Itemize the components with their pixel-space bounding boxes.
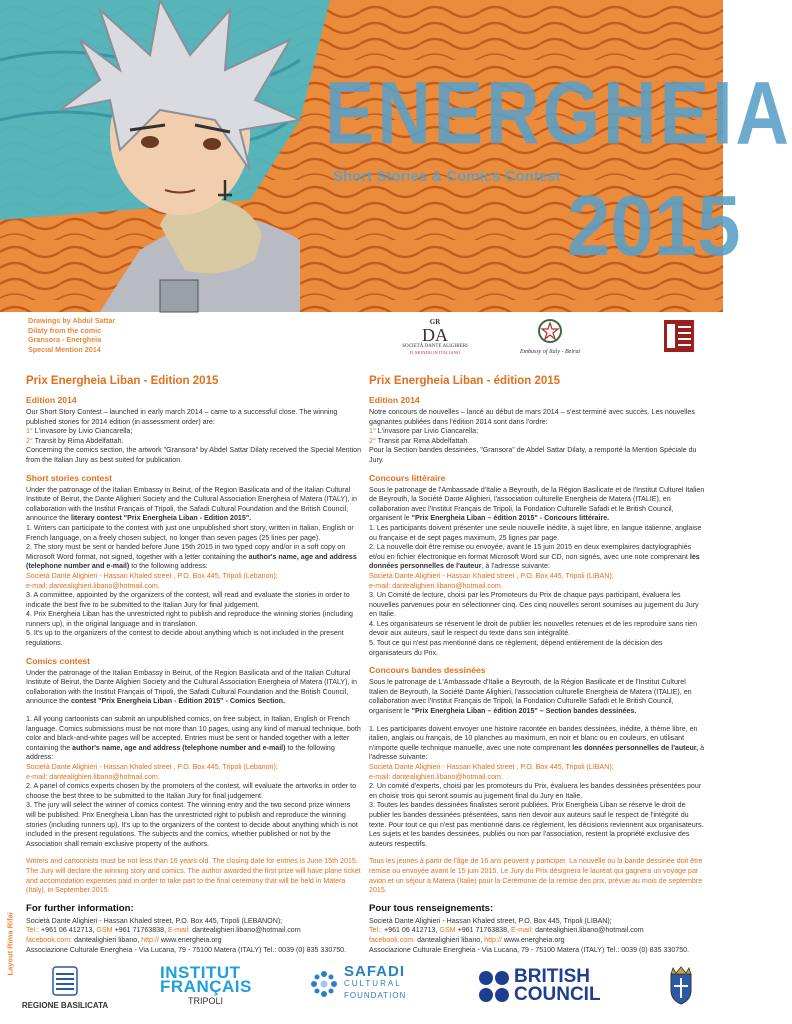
rule-3: 3. Un Comité de lecture, choisi par les Promoteurs du Prix de chaque pays participant, évaluera les nouvelles parvenues pour en sélectionner cinq. Ces cinq nouvelles seront soumises au jugement du Jury en Italie. [369,591,699,619]
gsm-value: +961 71763838, [455,926,512,935]
literary-intro [369,486,705,524]
web-label: http:// [484,935,502,944]
intro-text: Sous le patronage de l'Ambassade d'Italie a Beyrouth, de la Région Basilicate et de l'Institut Culturel Italien de Beyrouth, la Société Dante Alighieri, l'association culturelle Energheia de Matera (ITALIE), en collaboration avec l'Institut Français de Tripoli, la Fondation Culturelle Safadi et le British Council, organisent le [369,485,705,523]
intro-text: Under the patronage of the Italian Embassy in Beirut, of the Region Basilicata and of the Italian Cultural Institute of Beirut, the Dante Alighieri Society and the Cultural Association Energheia of Matera (ITALY), in collaboration with the Institut Français of Tripoli, the Safadi Cultural Foundation and the British Council, announce the [26,668,357,706]
basilicata-crest-icon [52,966,78,996]
rule-text: , à l'adresse suivante: [481,562,550,571]
email-line: e-mail: dantealighieri.libano@hotmail.com. [26,581,160,590]
hero-banner [0,0,792,312]
caption-line: Dilaty from the comic [28,325,102,335]
short-stories-intro [26,486,362,524]
hero-title: ENERGHEIA [325,63,792,163]
email-line: e-mail: dantealighieri.libano@hotmail.com. [369,581,503,590]
comics-intro [369,678,705,716]
intro-bold: contest "Prix Energheia Liban - Edition 2015" - Comics Section. [69,697,286,706]
winner-text: Transit par Rima Abdelfattah. [375,436,470,445]
dante-logo-top: GR [429,318,441,326]
intro-bold: "Prix Energheia Liban – édition 2015" - Concours littéraire. [411,514,610,523]
facebook-value[interactable]: dantealighieri libano, [415,935,485,944]
winner-2 [26,437,362,447]
layout-credit-text: Layout Rima Rifai [5,912,15,976]
institut-francais-logo [160,963,260,1008]
regione-basilicata-logo [20,966,110,1010]
comics-rule-2: 2. Un comité d'experts, choisi par les promoteurs du Prix, évaluera les bandes dessinées présentées pour en choisir trois qui seront soumis au jugement final du Jury en Italie. [369,782,702,800]
italian-republic-emblem-icon [537,318,563,344]
rule-text: 1. Les participants doivent envoyer une histoire racontée en bandes dessinées, inédite, à thème libre, en italien, anglais ou français, de 10 planches au maximum, en noir et blanc ou en couleurs, en utilisant n'importe quelle technique manuelle, avec une note comprenant [369,724,698,752]
caption-line: Special Mention 2014 [28,344,101,354]
gsm-label: GSM [439,926,456,935]
rule-1: 1. Les participants doivent présenter une seule nouvelle inédite, à sujet libre, en langue italienne, anglaise ou française et de sept pages maximum, 25 lignes par page. [369,523,702,542]
rule-bold: les données personnelles de l'auteur [369,552,700,571]
british-line-1: BRITISH [514,966,590,987]
edition-comics: Concerning the comics section, the artwork "Gransora" by Abdel Sattar Dilaty received the Special Mention from the Italian Jury as best suited for publication. [26,446,362,464]
red-cultural-logo-icon [664,320,694,352]
winner-2 [369,437,705,447]
safadi-line-3: FOUNDATION [344,991,407,1000]
address-line: Società Dante Alighieri - Hassan Khaled street , P.O. Box 445, Tripoli (Lebanon); [26,763,278,771]
gsm-label: GSM [96,926,113,935]
rule-4: 4. Prix Energheia Liban has the unrestricted right to publish and reproduce the winning stories (including runners up), in the original language and in translation. [26,610,353,628]
facebook-value[interactable]: dantealighieri libano, [72,935,142,944]
email-label: E-mail: [511,926,534,935]
address-line: Società Dante Alighieri - Hassan Khaled street , P.O. Box 445, Tripoli (Lebanon); [26,571,278,580]
rule-bold: les données personnelles de l'auteur, [572,743,699,752]
french-column [369,374,705,955]
winner-rank: 2° [369,436,376,445]
tel-label: Tel.: [26,926,40,935]
tel-value: +961 06 412713, [382,926,440,935]
tel-value: +961 06 412713, [39,926,97,935]
hero-year: 2015 [567,177,741,274]
email-line: e-mail: dantealighieri.libano@hotmail.com. [369,772,503,781]
dante-logo-motto: IL MONDO IN ITALIANO [409,350,461,355]
comics-intro [26,669,362,707]
winner-rank: 1° [369,427,376,436]
winner-rank: 2° [26,436,33,445]
contact-web [26,936,362,946]
comics-contest-title: Concours bandes dessinées [369,665,486,676]
dante-logo-name: SOCIETÀ DANTE ALIGHIERI [402,344,468,349]
facebook-label: facebook.com: [26,935,73,944]
email-value[interactable]: dantealighieri.libano@hotmail.com [533,926,644,935]
rule-5: 5. Tout ce qui n'est pas mentionné dans ce règlement, dépend entièrement de la décision des organisateurs du Prix. [369,639,663,657]
contact-address: Società Dante Alighieri - Hassan Khaled street, P.O. Box 445, Tripoli (LIBAN); [369,916,612,925]
safadi-flower-icon [308,968,340,1000]
rule-bold: author's name, age and address (telephone number and e-mail) [26,552,357,571]
winner-text: L'invasore par Livio Ciancarella; [375,427,479,436]
institut-line-3: TRIPOLI [188,996,224,1006]
website-link[interactable]: www.energheia.org [501,935,565,944]
hero-subtitle: Short Stories & Comics Contest [333,168,561,185]
comics-contest-title: Comics contest [26,655,90,666]
gsm-value: +961 71763838, [112,926,169,935]
intro-text: Under the patronage of the Italian Embassy in Beirut, of the Region Basilicata and of the Italian Cultural Institute of Beirut, the Dante Alighieri Society and the Cultural Association Energheia of Matera (ITALY), in collaboration with the Institut Français of Tripoli, the Safadi Cultural Foundation and the British Council, announce the [26,485,357,523]
dante-alighieri-logo [395,318,475,360]
contact-web [369,936,705,946]
rule-text: to the following address: [26,743,335,762]
winner-1 [26,427,362,437]
edition-2014-title: Edition 2014 [369,395,420,405]
intro-bold: literary contest "Prix Energheia Liban - Edition 2015". [69,514,252,523]
edition-intro: Our Short Story Contest – launched in early march 2014 – came to a successful close. The winning published stories for 2014 edition (in assessment order) are: [26,408,338,426]
embassy-label: Embassy of Italy - Beirut [520,349,580,355]
contact-address: Società Dante Alighieri - Hassan Khaled street, P.O. Box 445, Tripoli (LEBANON); [26,916,283,925]
intro-bold: "Prix Energheia Liban – édition 2015" – Section bandes dessinées. [411,707,637,716]
rule-2 [369,543,705,572]
address-line: Società Dante Alighieri - Hassan Khaled street , P.O. Box 445, Tripoli (LIBAN); [369,571,614,580]
short-stories-title: Short stories contest [26,472,112,483]
address-line: Società Dante Alighieri - Hassan Khaled street , P.O. Box 445, Tripoli (LIBAN); [369,763,614,771]
caption-line: Drawings by Abdul Sattar [28,316,116,325]
safadi-line-1: SAFADI [344,963,406,980]
rule-text: à l'adresse suivante: [369,743,705,762]
edition-2014-title: Edition 2014 [26,395,77,405]
email-value[interactable]: dantealighieri.libano@hotmail.com [190,926,301,935]
email-line: e-mail: dantealighieri.libano@hotmail.com. [26,772,160,781]
web-label: http:// [141,935,159,944]
rule-bold: author's name, age and address (telephone number and e-mail) [72,743,286,752]
association-address: Associazione Culturale Energheia - Via Lucana, 79 - 75100 Matera (ITALY) Tel.: 0039 (0) 835 330750. [369,945,690,954]
comics-rule-3: 3. The jury will select the winner of comics contest. The winning entry and the two second prize winners will be published. Prix Energheia Liban has the unrestricted right to publish and reproduce the winning stories (including runners up). It's up to the organizers of the contest to decide about anything which is not included in the present regulations. The subjects and the comics, whether published or not by the Association shall remain exclusive property of the authors. [26,801,358,848]
eligibility-note: Writers and cartoonists must be not less than 16 years old. The closing date for entries is June 15th 2015. The Jury will declare the winning story and comics. The author awarded the first prize will have plane ticket and accomodation expenses paid in order to take part to the final ceremony that will be held in Matera (Italy), in September 2015. [26,857,361,895]
literary-contest-title: Concours littéraire [369,472,446,483]
rule-text: 2. The story must be sent or handed before June 15th 2015 in two typed copy and/or in a soft copy on Microsoft Word format, not signed, together with a letter containing the [26,543,346,561]
tel-label: Tel.: [369,926,383,935]
contact-phones [26,926,362,936]
winner-1 [369,427,705,437]
comics-rule-3: 3. Toutes les bandes dessinées finalistes seront publiées. Prix Energheia Liban se réserve le droit de publier les bandes dessinées présentées, sans rien devoir aux auteurs sauf le respect de l'intégrité du texte. Pour tout ce qui n'est pas mentionné dans ce règlement, les décisions reviennent aux organisateurs. Les sujets et les bandes dessinées, publiés ou non par l'association, restent la propriété exclusive des auteurs respectifs. [369,801,704,848]
french-heading: Prix Energheia Liban - édition 2015 [369,375,561,387]
rule-5: 5. It's up to the organizers of the contest to decide about anything which is not included in the present regulations. [26,629,344,648]
association-address: Associazione Culturale Energheia - Via Lucana, 79 - 75100 Matera (ITALY) Tel.: 0039 (0) 835 330750. [26,945,347,954]
municipal-crest-icon [666,966,696,1006]
comics-rule-1 [369,725,705,763]
sponsor-logos [0,960,723,1024]
contact-phones [369,926,705,936]
institut-line-1: INSTITUT [160,963,241,982]
eligibility-note: Tous les jeunes à partir de l'âge de 16 ans peuvent y participer. La nouvelle ou la bande dessinée doit être remise ou envoyée avant le 15 juin 2015. Le Jury du Prix désignera le lauréat qui gagnera un voyage par avion et un séjour à Matera (Italie) pour la Cérémonie de la remise des prix, prévue au mois de septembre 2015. [369,857,703,895]
winner-text: L'invasore by Livio Ciancarella; [32,427,133,436]
rule-2 [26,543,362,572]
further-info-title: For further information: [26,902,134,914]
edition-intro: Notre concours de nouvelles – lancé au début de mars 2014 – s'est terminé avec succès. Les nouvelles gagnantes publiées dans l'édition 2014 sont dans l'ordre: [369,408,695,426]
english-heading: Prix Energheia Liban - Edition 2015 [26,375,219,387]
facebook-label: facebook.com: [369,935,416,944]
intro-text: Sous le patronage de L'Ambassade d'Italie a Beyrouth, de la Région Basilicate et de l'Institut Culturel Italien de Beyrouth, la Société Dante Alighieri, l'association culturelle Energheia de Matera (ITALIE), en collaboration avec l'Institut Français de Tripoli, la Fondation Culturelle Safadi et le British Council, organisent le [369,678,692,716]
safadi-line-2: CULTURAL [344,979,402,988]
caption-line: Gransora - Energheia [28,335,102,344]
institut-line-2: FRANÇAIS [160,977,252,996]
website-link[interactable]: www.energheia.org [158,935,222,944]
rule-3: 3. A committee, appointed by the organizers of the contest, will read and evaluate the stories in order to indicate the best five to be submitted to the Italian Jury for final judgement. [26,591,350,609]
rule-text: 2. La nouvelle doit être remise ou envoyée, avant le 15 juin 2015 en deux exemplaires dactylographiés et/ou en fichier électronique en format Microsoft Word sur CD, non signés, avec une note comprenant [369,543,692,561]
further-info-title: Pour tous renseignements: [369,902,494,914]
rule-1: 1. Writers can participate to the contest with just one unpublished short story, written in Italian, English or French language, on a freely chosen subject, no longer than seven pages (25 lines per page). [26,523,354,542]
winner-text: Transit by Rima Abdelfattah. [32,436,124,445]
italian-embassy-logo [505,318,595,360]
comics-rule-1 [26,715,362,763]
english-column [26,374,362,955]
edition-comics: Pour la Section bandes dessinées, "Gransora" de Abdel Sattar Dilaty, a remporté la Mention Spéciale du Jury. [369,446,697,464]
email-label: E-mail: [168,926,191,935]
basilicata-label: REGIONE BASILICATA [21,1001,109,1010]
british-line-2: COUNCIL [514,984,601,1005]
rule-text: 1. All young cartoonists can submit an unpublished comics, on free subject, in Italian, English or French language. Comics submissions must be not more than 10 pages, using any kind of manual technique, both color and black-and-white pages will be accepted. Entries must be sent or handed together with a letter containing the [26,715,361,752]
rule-text: to the following address: [129,562,208,571]
comics-rule-2: 2. A panel of comics experts chosen by the promoters of the contest, will evaluate the artworks in order to choose the best three to be submitted to the Italian Jury for final judgement. [26,782,357,800]
dante-logo-mark: DA [422,325,448,345]
artwork-caption [28,316,178,354]
winner-rank: 1° [26,427,33,436]
rule-4: 4. Les organisateurs se réservent le droit de publier les nouvelles retenues et de les reproduire sans rien devoir aux auteurs, sauf le respect du texte dans son intégralité. [369,619,698,638]
